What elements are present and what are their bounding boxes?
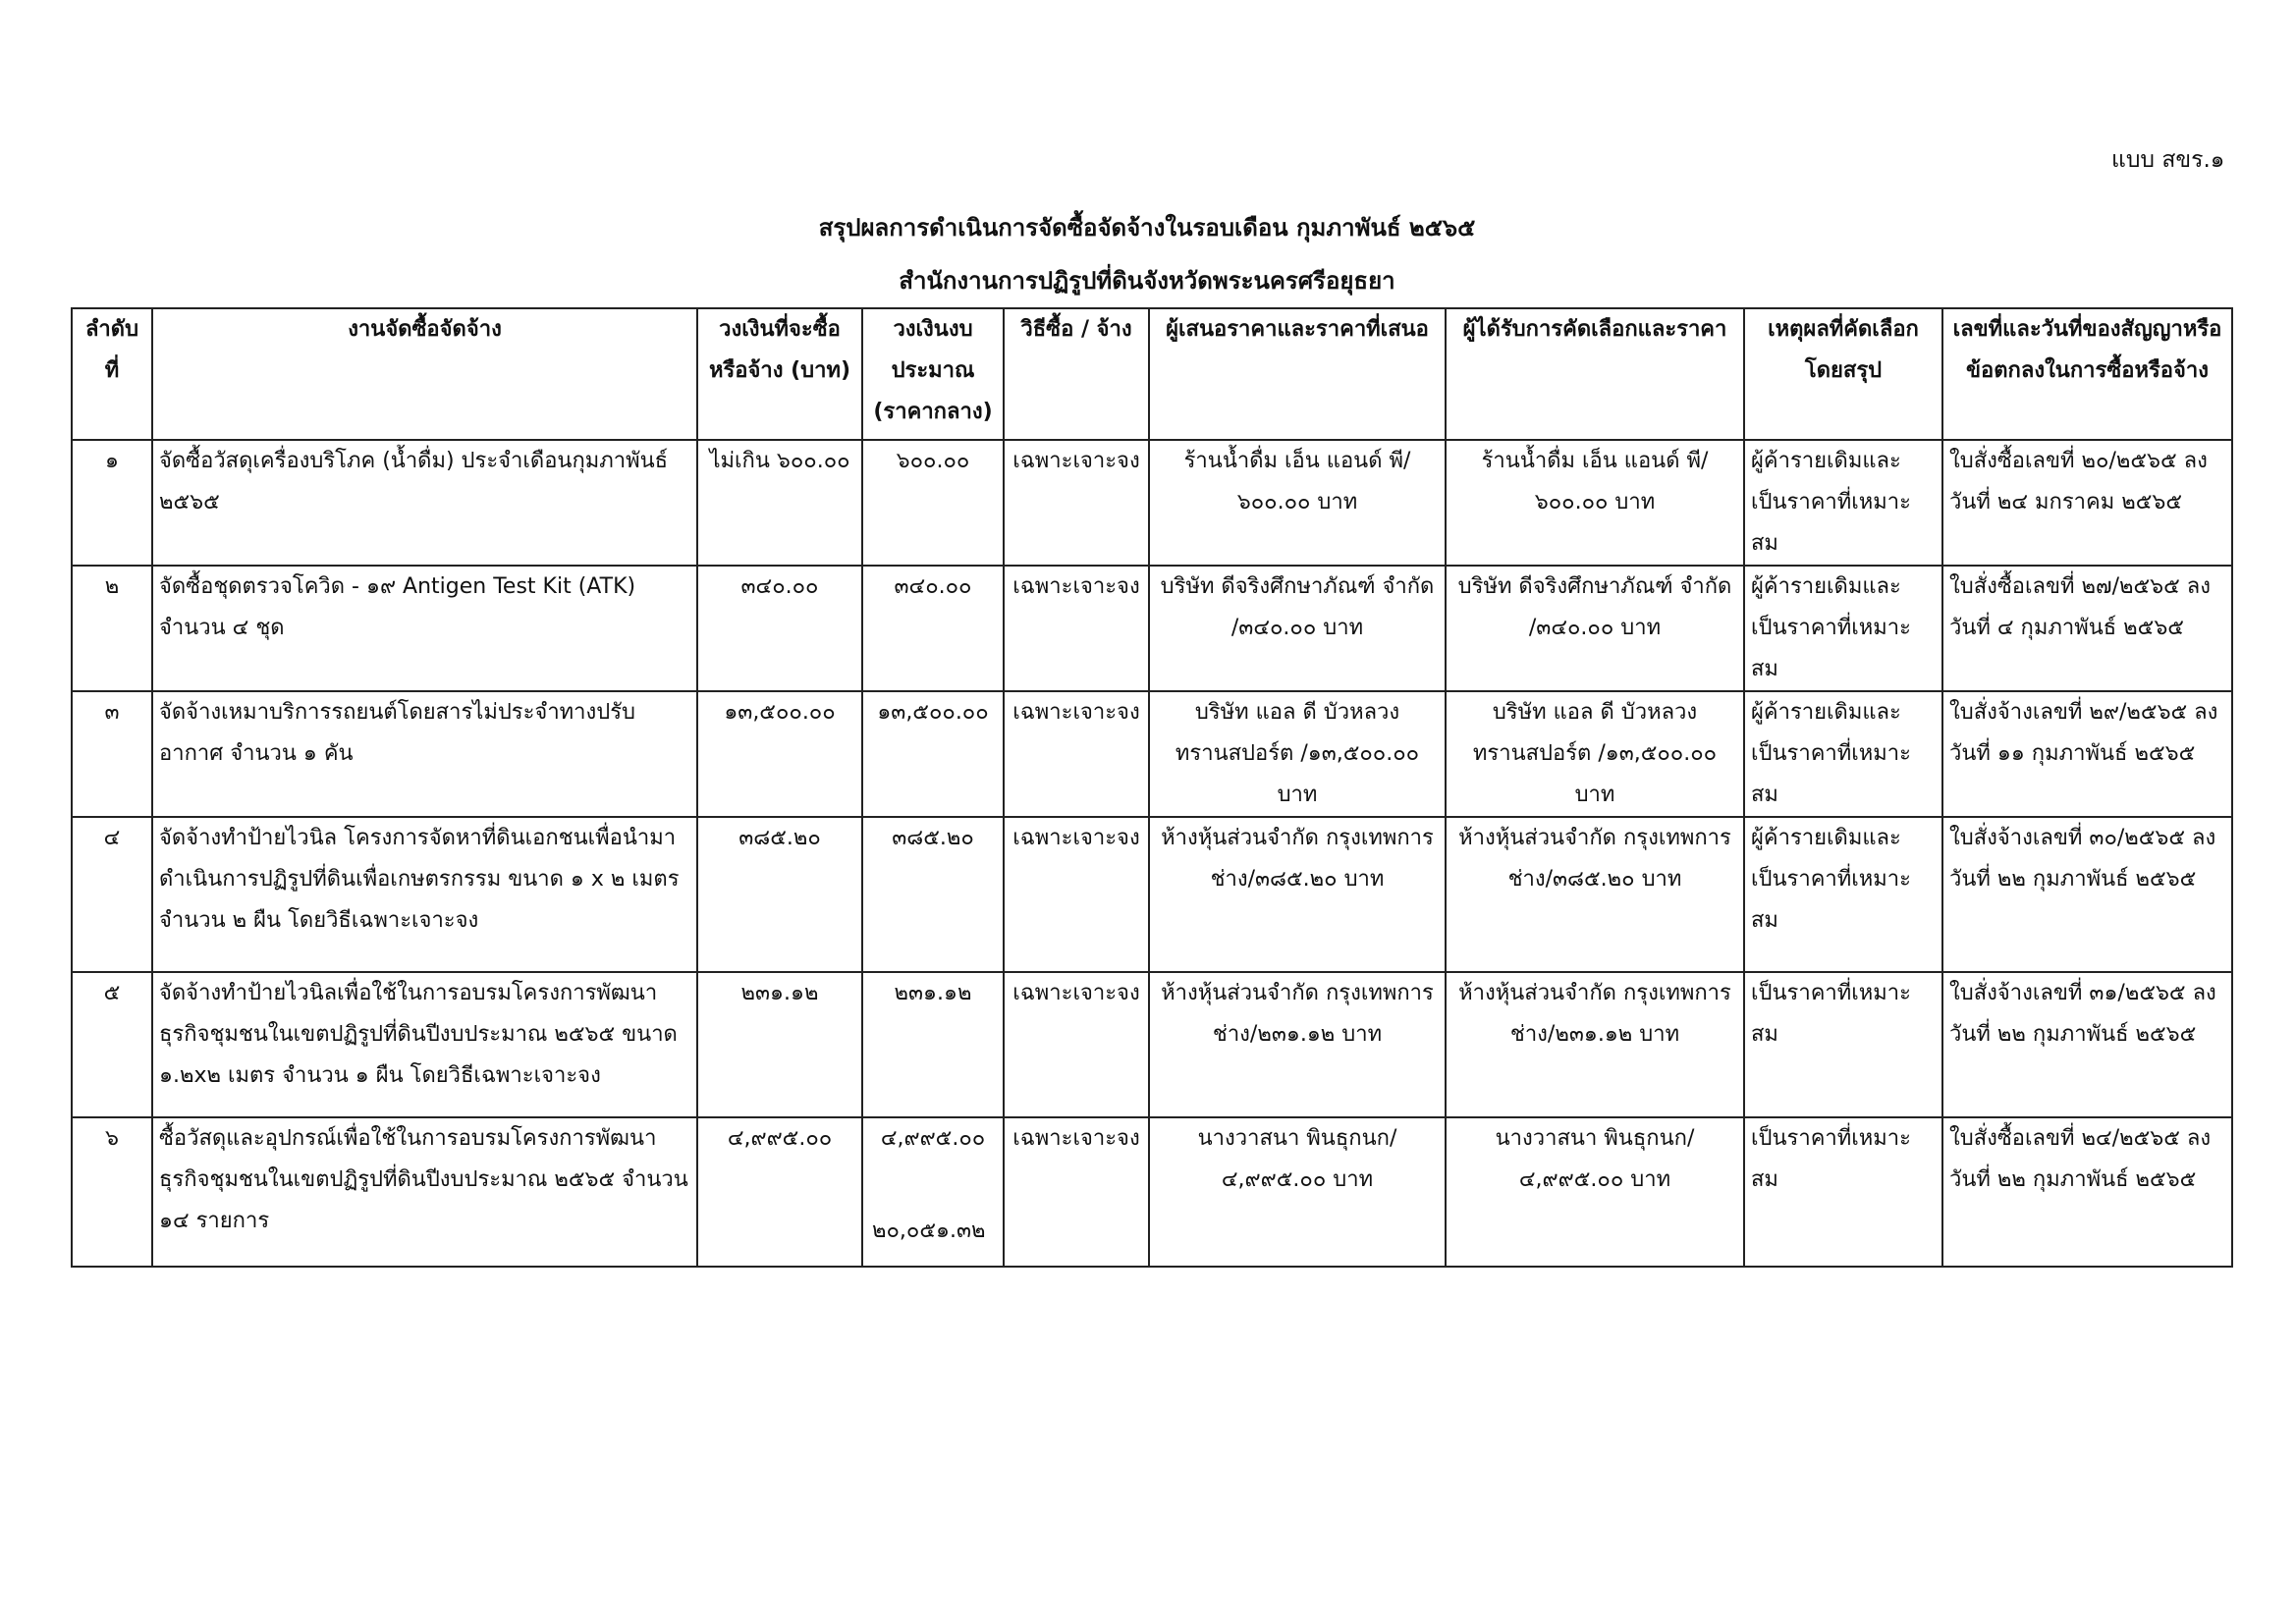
cell-reason: เป็นราคาที่เหมาะสม <box>1744 1117 1942 1267</box>
cell-amount: ๓๘๕.๒๐ <box>697 817 862 972</box>
cell-method: เฉพาะเจาะจง <box>1004 691 1149 817</box>
cell-reason: ผู้ค้ารายเดิมและเป็นราคาที่เหมาะสม <box>1744 817 1942 972</box>
document-subtitle: สำนักงานการปฏิรูปที่ดินจังหวัดพระนครศรีอยุธยา <box>899 267 1395 295</box>
table-header-row <box>72 308 2232 440</box>
header-bidder: ผู้เสนอราคาและราคาที่เสนอ <box>1149 308 1446 440</box>
cell-amount: ๑๓,๕๐๐.๐๐ <box>697 691 862 817</box>
cell-method: เฉพาะเจาะจง <box>1004 440 1149 566</box>
cell-contract: ใบสั่งจ้างเลขที่ ๒๙/๒๕๖๕ ลงวันที่ ๑๑ กุมภาพันธ์ ๒๕๖๕ <box>1942 691 2232 817</box>
header-no: ลำดับที่ <box>72 308 152 440</box>
cell-no: ๖ <box>72 1117 152 1267</box>
table-row <box>72 972 2232 1117</box>
cell-amount: ๓๔๐.๐๐ <box>697 566 862 691</box>
cell-amount: ๔,๙๙๕.๐๐ <box>697 1117 862 1267</box>
cell-item: จัดจ้างทำป้ายไวนิล โครงการจัดหาที่ดินเอกชนเพื่อนำมาดำเนินการปฏิรูปที่ดินเพื่อเกษตรกรรม ขนาด ๑ x ๒ เมตร จำนวน ๒ ผืน โดยวิธีเฉพาะเจาะจง <box>152 817 697 972</box>
cell-budget: ๖๐๐.๐๐ <box>862 440 1004 566</box>
cell-bidder: บริษัท แอล ดี บัวหลวง ทรานสปอร์ต /๑๓,๕๐๐.๐๐ บาท <box>1149 691 1446 817</box>
header-reason: เหตุผลที่คัดเลือกโดยสรุป <box>1744 308 1942 440</box>
table-row <box>72 440 2232 566</box>
table-row <box>72 1117 2232 1267</box>
header-item: งานจัดซื้อจัดจ้าง <box>152 308 697 440</box>
header-amount: วงเงินที่จะซื้อหรือจ้าง (บาท) <box>697 308 862 440</box>
cell-bidder: ห้างหุ้นส่วนจำกัด กรุงเทพการช่าง/๒๓๑.๑๒ บาท <box>1149 972 1446 1117</box>
cell-no: ๔ <box>72 817 152 972</box>
header-method: วิธีซื้อ / จ้าง <box>1004 308 1149 440</box>
cell-bidder: บริษัท ดีจริงศึกษาภัณฑ์ จำกัด /๓๔๐.๐๐ บาท <box>1149 566 1446 691</box>
table-row <box>72 566 2232 691</box>
cell-no: ๓ <box>72 691 152 817</box>
cell-winner: ร้านน้ำดื่ม เอ็น แอนด์ พี/ ๖๐๐.๐๐ บาท <box>1446 440 1744 566</box>
cell-budget: ๒๓๑.๑๒ <box>862 972 1004 1117</box>
cell-item: จัดซื้อชุดตรวจโควิด - ๑๙ Antigen Test Kit (ATK) จำนวน ๔ ชุด <box>152 566 697 691</box>
cell-item: จัดจ้างเหมาบริการรถยนต์โดยสารไม่ประจำทางปรับอากาศ จำนวน ๑ คัน <box>152 691 697 817</box>
cell-method: เฉพาะเจาะจง <box>1004 972 1149 1117</box>
cell-winner: บริษัท ดีจริงศึกษาภัณฑ์ จำกัด /๓๔๐.๐๐ บาท <box>1446 566 1744 691</box>
procurement-table <box>71 307 2233 1268</box>
cell-bidder: ห้างหุ้นส่วนจำกัด กรุงเทพการช่าง/๓๘๕.๒๐ บาท <box>1149 817 1446 972</box>
cell-contract: ใบสั่งจ้างเลขที่ ๓๑/๒๕๖๕ ลงวันที่ ๒๒ กุมภาพันธ์ ๒๕๖๕ <box>1942 972 2232 1117</box>
cell-item: ซื้อวัสดุและอุปกรณ์เพื่อใช้ในการอบรมโครงการพัฒนาธุรกิจชุมชนในเขตปฏิรูปที่ดินปีงบประมาณ ๒๕๖๕ จำนวน ๑๔ รายการ <box>152 1117 697 1267</box>
cell-no: ๒ <box>72 566 152 691</box>
cell-item: จัดซื้อวัสดุเครื่องบริโภค (น้ำดื่ม) ประจำเดือนกุมภาพันธ์ ๒๕๖๕ <box>152 440 697 566</box>
form-code: แบบ สขร.๑ <box>2111 147 2225 173</box>
cell-reason: ผู้ค้ารายเดิมและเป็นราคาที่เหมาะสม <box>1744 440 1942 566</box>
cell-reason: ผู้ค้ารายเดิมและเป็นราคาที่เหมาะสม <box>1744 691 1942 817</box>
header-contract: เลขที่และวันที่ของสัญญาหรือข้อตกลงในการซื้อหรือจ้าง <box>1942 308 2232 440</box>
document-title: สรุปผลการดำเนินการจัดซื้อจัดจ้างในรอบเดือน กุมภาพันธ์ ๒๕๖๕ <box>818 214 1476 242</box>
cell-contract: ใบสั่งซื้อเลขที่ ๒๔/๒๕๖๕ ลงวันที่ ๒๒ กุมภาพันธ์ ๒๕๖๕ <box>1942 1117 2232 1267</box>
table-row <box>72 691 2232 817</box>
cell-no: ๑ <box>72 440 152 566</box>
cell-bidder: นางวาสนา พินธุกนก/ ๔,๙๙๕.๐๐ บาท <box>1149 1117 1446 1267</box>
cell-winner: นางวาสนา พินธุกนก/ ๔,๙๙๕.๐๐ บาท <box>1446 1117 1744 1267</box>
cell-contract: ใบสั่งซื้อเลขที่ ๒๗/๒๕๖๕ ลงวันที่ ๔ กุมภาพันธ์ ๒๕๖๕ <box>1942 566 2232 691</box>
cell-reason: ผู้ค้ารายเดิมและเป็นราคาที่เหมาะสม <box>1744 566 1942 691</box>
total-amount: ๒๐,๐๕๑.๓๒ <box>872 1218 986 1243</box>
cell-budget: ๑๓,๕๐๐.๐๐ <box>862 691 1004 817</box>
cell-budget: ๓๔๐.๐๐ <box>862 566 1004 691</box>
cell-winner: บริษัท แอล ดี บัวหลวง ทรานสปอร์ต /๑๓,๕๐๐.๐๐ บาท <box>1446 691 1744 817</box>
cell-method: เฉพาะเจาะจง <box>1004 817 1149 972</box>
header-winner: ผู้ได้รับการคัดเลือกและราคา <box>1446 308 1744 440</box>
cell-item: จัดจ้างทำป้ายไวนิลเพื่อใช้ในการอบรมโครงการพัฒนาธุรกิจชุมชนในเขตปฏิรูปที่ดินปีงบประมาณ ๒๕๖๕ ขนาด ๑.๒x๒ เมตร จำนวน ๑ ผืน โดยวิธีเฉพาะเจาะจง <box>152 972 697 1117</box>
cell-winner: ห้างหุ้นส่วนจำกัด กรุงเทพการช่าง/๓๘๕.๒๐ บาท <box>1446 817 1744 972</box>
cell-bidder: ร้านน้ำดื่ม เอ็น แอนด์ พี/ ๖๐๐.๐๐ บาท <box>1149 440 1446 566</box>
cell-method: เฉพาะเจาะจง <box>1004 1117 1149 1267</box>
table-row <box>72 817 2232 972</box>
cell-reason: เป็นราคาที่เหมาะสม <box>1744 972 1942 1117</box>
cell-amount: ไม่เกิน ๖๐๐.๐๐ <box>697 440 862 566</box>
cell-winner: ห้างหุ้นส่วนจำกัด กรุงเทพการช่าง/๒๓๑.๑๒ บาท <box>1446 972 1744 1117</box>
cell-method: เฉพาะเจาะจง <box>1004 566 1149 691</box>
cell-no: ๕ <box>72 972 152 1117</box>
cell-budget: ๔,๙๙๕.๐๐ <box>862 1117 1004 1267</box>
cell-contract: ใบสั่งจ้างเลขที่ ๓๐/๒๕๖๕ ลงวันที่ ๒๒ กุมภาพันธ์ ๒๕๖๕ <box>1942 817 2232 972</box>
header-budget: วงเงินงบประมาณ (ราคากลาง) <box>862 308 1004 440</box>
cell-amount: ๒๓๑.๑๒ <box>697 972 862 1117</box>
cell-contract: ใบสั่งซื้อเลขที่ ๒๐/๒๕๖๕ ลงวันที่ ๒๔ มกราคม ๒๕๖๕ <box>1942 440 2232 566</box>
cell-budget: ๓๘๕.๒๐ <box>862 817 1004 972</box>
